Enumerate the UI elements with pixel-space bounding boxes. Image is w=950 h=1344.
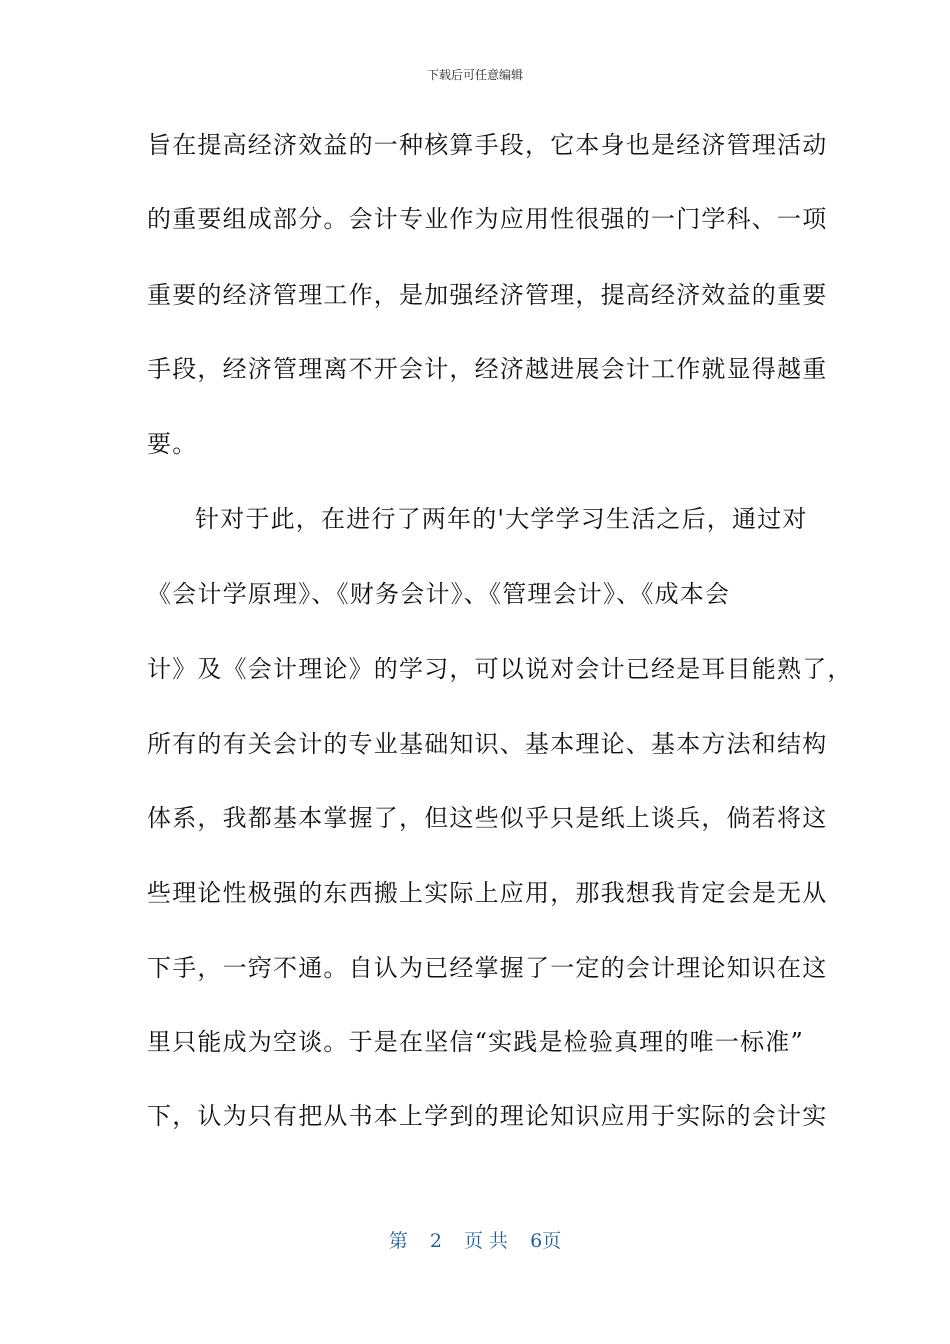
body-line: 所有的有关会计的专业基础知识、基本理论、基本方法和结构 <box>147 730 828 758</box>
body-line: 旨在提高经济效益的一种核算手段，它本身也是经济管理活动 <box>147 131 828 159</box>
body-line: 要。 <box>147 430 198 458</box>
body-line: 些理论性极强的东西搬上实际上应用，那我想我肯定会是无从 <box>147 879 828 907</box>
footer-mid: 页 共 <box>464 1230 509 1252</box>
body-line: 重要的经济管理工作，是加强经济管理，提高经济效益的重要 <box>147 281 828 309</box>
body-line: 体系，我都基本掌握了，但这些似乎只是纸上谈兵，倘若将这 <box>147 804 828 832</box>
footer-suffix: 页 <box>542 1230 562 1252</box>
total-pages-number: 6 <box>530 1230 543 1252</box>
current-page-number: 2 <box>429 1230 442 1252</box>
body-line: 针对于此，在进行了两年的'大学学习生活之后，通过对 <box>195 505 808 533</box>
footer-prefix: 第 <box>388 1230 408 1252</box>
body-line: 计》及《会计理论》的学习，可以说对会计已经是耳目能熟了， <box>147 655 853 683</box>
page-header: 下载后可任意编辑 <box>426 68 523 82</box>
body-line: 里只能成为空谈。于是在坚信“实践是检验真理的唯一标准” <box>147 1028 804 1056</box>
page-footer <box>0 1226 950 1253</box>
body-line: 下，认为只有把从书本上学到的理论知识应用于实际的会计实 <box>147 1102 828 1130</box>
body-line: 下手，一窍不通。自认为已经掌握了一定的会计理论知识在这 <box>147 954 828 982</box>
body-line: 《会计学原理》、《财务会计》、《管理会计》、《成本会 <box>147 580 731 608</box>
body-line: 的重要组成部分。会计专业作为应用性很强的一门学科、一项 <box>147 205 828 233</box>
body-line: 手段，经济管理离不开会计，经济越进展会计工作就显得越重 <box>147 355 828 383</box>
